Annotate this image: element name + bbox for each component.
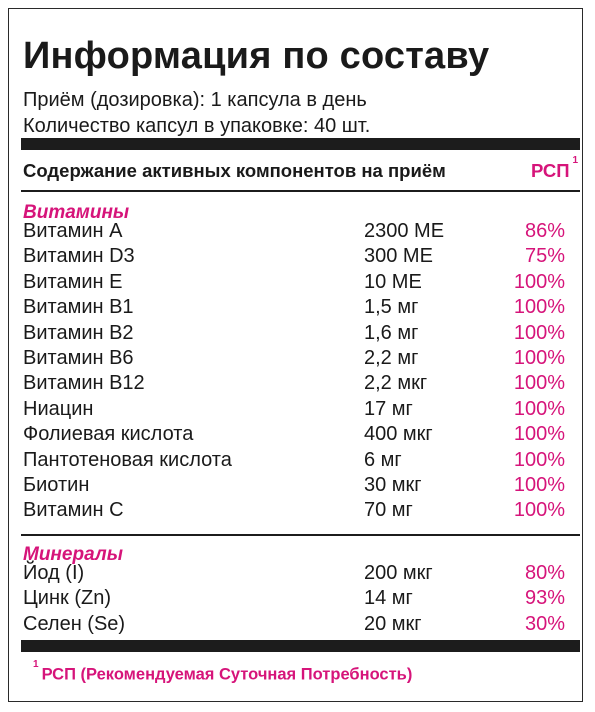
row-amount: 200 мкг [364, 562, 433, 584]
row-name: Витамин Е [23, 270, 123, 293]
table-row [9, 221, 584, 246]
table-row [9, 348, 584, 373]
table-row [9, 614, 584, 639]
row-name: Витамин А [23, 220, 123, 242]
dosage-text: Приём (дозировка): 1 капсула в день [23, 89, 367, 111]
row-name: Биотин [23, 474, 90, 496]
row-rsp: 30% [524, 612, 565, 635]
page-title: Информация по составу [23, 35, 490, 77]
row-amount: 6 мг [364, 448, 402, 471]
row-rsp: 100% [513, 448, 565, 471]
composition-panel [8, 8, 583, 702]
row-amount: 17 мг [364, 397, 413, 420]
row-amount: 2300 МЕ [364, 220, 445, 242]
row-name: Витамин В12 [23, 372, 145, 395]
bottom-divider [21, 640, 580, 652]
row-rsp: 100% [513, 474, 565, 496]
table-row [9, 399, 584, 424]
footnote [33, 659, 413, 684]
header-divider [21, 190, 580, 192]
table-row [9, 373, 584, 398]
table-row [9, 563, 584, 588]
footnote-text: РСП (Рекомендуемая Суточная Потребность) [41, 665, 413, 684]
row-rsp: 100% [513, 321, 565, 344]
row-amount: 70 мг [364, 499, 413, 522]
row-rsp: 100% [513, 397, 565, 420]
row-rsp: 100% [513, 347, 565, 369]
row-name: Витамин В2 [23, 321, 134, 344]
row-name: Пантотеновая кислота [23, 448, 232, 471]
table-row [9, 246, 584, 271]
row-name: Селен (Se) [23, 612, 126, 635]
section-title-minerals: Минералы [23, 544, 123, 565]
table-row [9, 323, 584, 348]
row-amount: 1,6 мг [364, 321, 419, 344]
row-amount: 2,2 мг [364, 347, 419, 369]
row-rsp: 100% [513, 372, 565, 395]
section-divider [21, 534, 580, 536]
row-amount: 20 мкг [364, 612, 422, 635]
row-rsp: 100% [513, 499, 565, 522]
row-amount: 2,2 мкг [364, 372, 428, 395]
row-name: Витамин С [23, 499, 124, 522]
rsp-header-text: РСП [531, 160, 570, 181]
table-row [9, 588, 584, 613]
row-rsp: 100% [513, 270, 565, 293]
table-row [9, 424, 584, 449]
row-rsp: 80% [524, 562, 565, 584]
table-row [9, 297, 584, 322]
row-name: Фолиевая кислота [23, 423, 194, 446]
rsp-footnote-mark: 1 [572, 154, 579, 166]
row-name: Витамин В6 [23, 347, 134, 369]
top-divider [21, 138, 580, 150]
row-name: Цинк (Zn) [23, 587, 111, 610]
table-header-label: Содержание активных компонентов на приём [23, 160, 446, 181]
table-row [9, 500, 584, 525]
row-rsp: 86% [524, 220, 565, 242]
capsule-count-text: Количество капсул в упаковке: 40 шт. [23, 115, 371, 137]
row-amount: 300 МЕ [364, 245, 433, 268]
table-row [9, 475, 584, 500]
row-rsp: 93% [524, 587, 565, 610]
row-rsp: 100% [513, 296, 565, 319]
row-name: Витамин D3 [23, 245, 135, 268]
footnote-mark: 1 [33, 659, 39, 670]
row-name: Витамин В1 [23, 296, 134, 319]
row-amount: 30 мкг [364, 474, 422, 496]
row-rsp: 100% [513, 423, 565, 446]
section-title-vitamins: Витамины [23, 202, 130, 223]
row-amount: 10 МЕ [364, 270, 422, 293]
table-header-rsp [531, 154, 579, 181]
row-amount: 400 мкг [364, 423, 433, 446]
row-name: Ниацин [23, 397, 94, 420]
row-amount: 1,5 мг [364, 296, 419, 319]
row-amount: 14 мг [364, 587, 413, 610]
row-name: Йод (I) [23, 562, 85, 584]
table-row [9, 450, 584, 475]
row-rsp: 75% [524, 245, 565, 268]
table-row [9, 272, 584, 297]
